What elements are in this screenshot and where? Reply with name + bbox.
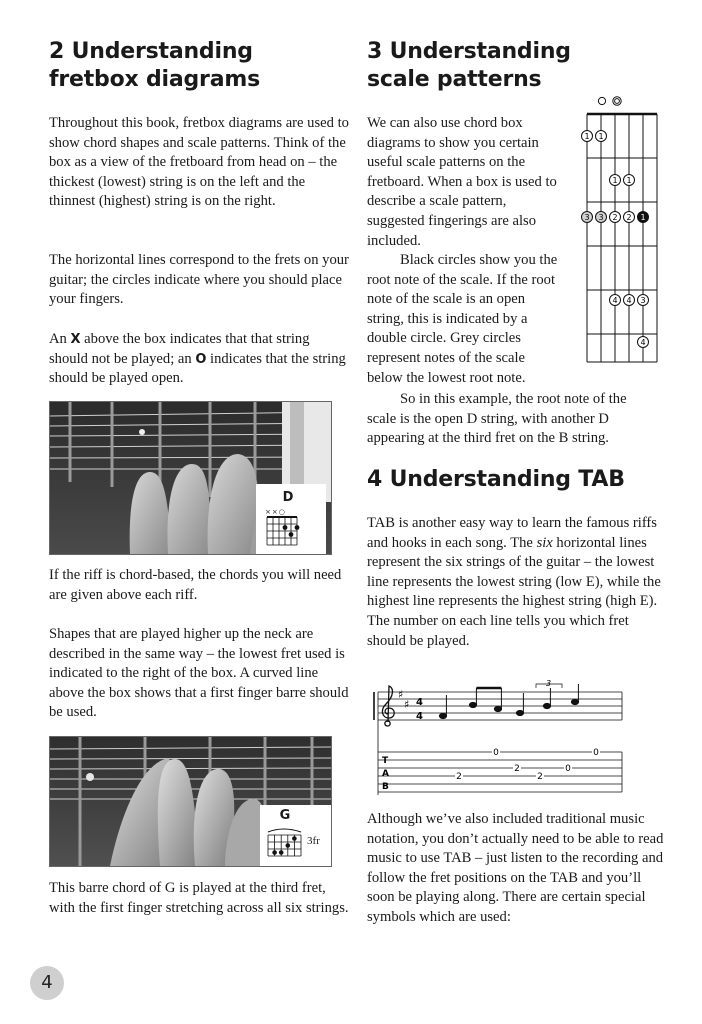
six-emphasis: six xyxy=(536,534,553,551)
quarter-note xyxy=(439,695,446,719)
svg-text:1: 1 xyxy=(640,213,646,222)
notation-tab-staff xyxy=(370,680,632,802)
tab-number: 0 xyxy=(593,748,599,758)
svg-text:3: 3 xyxy=(584,213,590,222)
svg-text:4: 4 xyxy=(640,338,646,347)
finger-dot xyxy=(624,212,635,223)
section-3-heading: 3 Understanding scale patterns xyxy=(367,39,571,92)
open-root-double-circle xyxy=(613,97,621,105)
time-signature-top: 4 xyxy=(416,697,423,708)
section-2-paragraph-1: Throughout this book, fretbox diagrams are used to show chord shapes and scale patterns. Think of the box as a view of the fretboard from head on – the thickest (lowest) string is on the left and the thinnest (highest) string is on the right. xyxy=(49,115,349,210)
g-chord-photo xyxy=(49,736,332,867)
caption-chord-based: If the riff is chord-based, the chords you will need are given above each riff. xyxy=(49,567,342,603)
triplet-marker: 3 xyxy=(546,680,552,688)
svg-text:2: 2 xyxy=(626,213,632,222)
g-chord-box xyxy=(263,808,329,864)
section-2-heading: 2 Understanding fretbox diagrams xyxy=(49,39,260,92)
section-2-paragraph-4: Shapes that are played higher up the neck are described in the same way – the lowest fret used is indicated to the right of the box. A curved line above the box shows that a first finger barre should be used. xyxy=(49,626,349,721)
finger-dot xyxy=(624,175,635,186)
tab-number: 0 xyxy=(493,748,499,758)
d-chord-string-markers: ××○ xyxy=(265,508,286,516)
finger-dot xyxy=(596,131,607,142)
finger-dot xyxy=(610,295,621,306)
scale-pattern-box xyxy=(578,92,663,367)
triplet-notes xyxy=(516,684,578,716)
sharp-icon: ♯ xyxy=(398,688,404,701)
finger-dot xyxy=(582,212,593,223)
finger-dot xyxy=(610,212,621,223)
section-3-paragraph-2: Black circles show you the root note of the scale. If the root note of the scale is an open string, this is indicated by a double circle. Grey circles represent notes of the scale below the lowest root note. xyxy=(367,252,558,386)
svg-text:2: 2 xyxy=(612,213,618,222)
finger-dot xyxy=(582,131,593,142)
svg-text:4: 4 xyxy=(612,296,618,305)
svg-text:3: 3 xyxy=(640,296,646,305)
finger-dot xyxy=(610,175,621,186)
g-chord-name: G xyxy=(279,808,291,823)
tab-number: 2 xyxy=(514,764,520,774)
finger-dot xyxy=(624,295,635,306)
section-4-paragraph-2: Although we’ve also included traditional music notation, you don’t actually need to be able to read music to use TAB – just listen to the recording and follow the fret positions on the TAB and you’ll soon be playing along. There are certain special symbols which are used: xyxy=(367,811,664,925)
section-2-paragraph-3: An X above the box indicates that that string should not be played; an O indicates that the string should be played open. xyxy=(49,331,346,387)
tab-clef-t: T xyxy=(382,756,389,766)
tab-clef-a: A xyxy=(382,769,389,779)
svg-text:1: 1 xyxy=(612,176,618,185)
section-3-paragraph-3: So in this example, the root note of the scale is the open D string, with another D appearing at the third fret on the B string. xyxy=(367,391,627,447)
o-symbol: O xyxy=(195,351,207,367)
section-4-paragraph-1: TAB is another easy way to learn the famous riffs and hooks in each song. The six horizontal lines represent the six strings of the guitar – the lowest line represents the lowest string (low E), while the highest line represents the highest string (high E). The number on each line tells you which fret should be played. xyxy=(367,515,661,649)
section-3-paragraph-1: We can also use chord box diagrams to show you certain useful scale patterns on the fretboard. When a box is used to describe a scale pattern, suggested fingerings are also included. xyxy=(367,115,557,249)
page-number: 4 xyxy=(30,966,64,1000)
eighth-note-pair xyxy=(469,688,501,712)
notation-tab-example xyxy=(370,680,632,802)
root-note-dot xyxy=(638,212,649,223)
x-symbol: X xyxy=(70,332,81,347)
finger-dot xyxy=(638,295,649,306)
sharp-icon: ♯ xyxy=(404,698,410,711)
tab-clef-b: B xyxy=(382,782,389,792)
scale-pattern-grid xyxy=(578,92,663,367)
d-chord-name: D xyxy=(282,490,294,505)
svg-text:4: 4 xyxy=(626,296,632,305)
svg-text:1: 1 xyxy=(584,132,590,141)
time-signature-bottom: 4 xyxy=(416,711,423,722)
section-4-heading: 4 Understanding TAB xyxy=(367,467,625,492)
tab-number: 0 xyxy=(565,764,571,774)
svg-text:3: 3 xyxy=(598,213,604,222)
finger-dot xyxy=(596,212,607,223)
svg-text:1: 1 xyxy=(626,176,632,185)
section-2-paragraph-2: The horizontal lines correspond to the frets on your guitar; the circles indicate where you should place your fingers. xyxy=(49,252,349,308)
svg-text:1: 1 xyxy=(598,132,604,141)
d-chord-box xyxy=(263,490,323,552)
d-chord-grid xyxy=(263,516,319,552)
d-chord-photo xyxy=(49,401,332,555)
open-string-marker xyxy=(598,97,605,104)
caption-barre-chord: This barre chord of G is played at the third fret, with the first finger stretching across all six strings. xyxy=(49,880,349,916)
finger-dot xyxy=(638,337,649,348)
g-chord-fret-label: 3fr xyxy=(307,835,320,847)
tab-number: 2 xyxy=(537,772,543,782)
g-chord-grid xyxy=(263,826,311,862)
tab-number: 2 xyxy=(456,772,462,782)
